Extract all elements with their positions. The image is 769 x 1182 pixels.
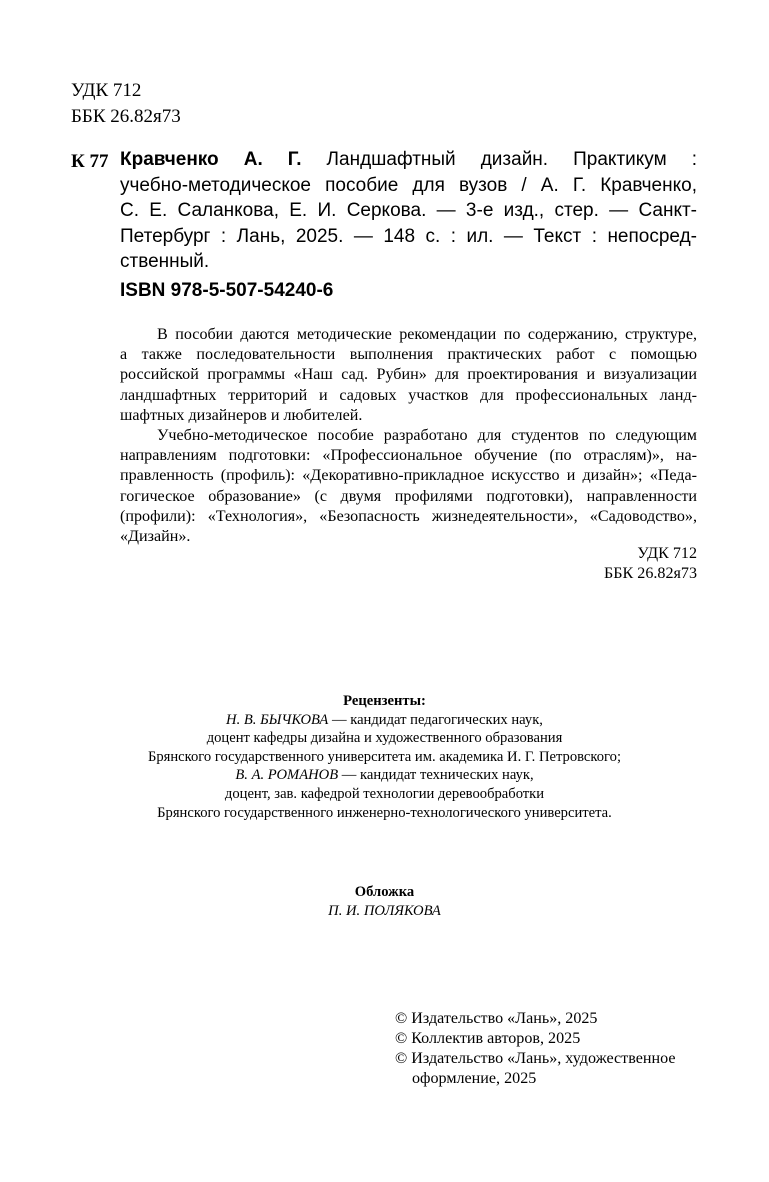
isbn: ISBN 978-5-507-54240-6 <box>120 280 334 301</box>
reviewer-2-affiliation: Брянского государственного инженерно-технологического университета. <box>157 804 612 821</box>
annotation <box>120 325 697 547</box>
annotation-line: Учебно-методическое пособие разработано для студентов по следующим <box>157 427 697 445</box>
biblio-line-5: ственный. <box>120 251 210 273</box>
reviewer-2-position: доцент, зав. кафедрой технологии деревообработки <box>224 785 545 802</box>
reviewer-2-name: В. А. РОМАНОВ <box>235 767 339 784</box>
biblio-line-2: учебно-методическое пособие для вузов / А. Г. Кравченко, <box>120 174 697 196</box>
biblio-line-4: Петербург : Лань, 2025. — 148 с. : ил. — Текст : непосред- <box>120 225 697 247</box>
reviewers-block <box>0 692 769 822</box>
udk-code: УДК 712 <box>71 80 142 101</box>
cover-heading: Обложка <box>354 884 415 900</box>
copyright-line: © Коллектив авторов, 2025 <box>395 1030 581 1047</box>
annotation-line: правленность (профиль): «Декоративно-прикладное искусство и дизайн»; «Педа- <box>120 467 697 485</box>
udk-code-right: УДК 712 <box>637 545 697 562</box>
reviewer-1-position: доцент кафедры дизайна и художественного образования <box>206 730 563 747</box>
reviewer-1-name: Н. В. БЫЧКОВА <box>226 711 329 728</box>
bbk-code-right: ББК 26.82я73 <box>604 565 697 583</box>
copyright-line: © Издательство «Лань», 2025 <box>395 1010 598 1027</box>
biblio-title: Ландшафтный дизайн. Практикум : <box>301 149 697 170</box>
annotation-line: гогическое образование» (с двумя профилями подготовки), направленности <box>120 487 697 505</box>
biblio-line-1 <box>120 147 697 173</box>
reviewer-1-affiliation: Брянского государственного университета им. академика И. Г. Петровского; <box>147 748 622 765</box>
author-mark: К 77 <box>71 151 109 172</box>
bibliographic-record <box>120 147 697 275</box>
copyright-line: © Издательство «Лань», художественное <box>395 1050 676 1067</box>
classification-right <box>604 544 697 584</box>
reviewer-1-title: — кандидат педагогических наук, <box>328 711 543 728</box>
cover-credit <box>0 883 769 920</box>
biblio-author: Кравченко А. Г. <box>120 149 302 170</box>
annotation-line: (профили): «Технология», «Безопасность жизнедеятельности», «Садоводство», <box>120 507 697 525</box>
copyright-line: оформление, 2025 <box>412 1070 537 1087</box>
annotation-line: «Дизайн». <box>120 528 191 546</box>
cover-designer: П. И. ПОЛЯКОВА <box>328 902 441 919</box>
bbk-code: ББК 26.82я73 <box>71 106 181 127</box>
reviewer-1 <box>0 711 769 730</box>
annotation-line: шафтных дизайнеров и любителей. <box>120 406 363 424</box>
annotation-line: российской программы «Наш сад. Рубин» для проектирования и визуализации <box>120 366 697 384</box>
biblio-line-3: С. Е. Саланкова, Е. И. Серкова. — 3-е изд., стер. — Санкт- <box>120 200 697 222</box>
annotation-line: направлениям подготовки: «Профессиональное обучение (по отраслям)», на- <box>120 447 697 465</box>
annotation-line: ландшафтных территорий и садовых участков для профессиональных ланд- <box>120 386 697 404</box>
reviewer-2 <box>0 766 769 785</box>
reviewer-2-title: — кандидат технических наук, <box>338 767 534 784</box>
reviewers-heading: Рецензенты: <box>343 693 426 709</box>
annotation-line: а также последовательности выполнения практических работ с помощью <box>120 346 697 364</box>
annotation-line: В пособии даются методические рекомендации по содержанию, структуре, <box>157 326 697 343</box>
copyright-block <box>395 1009 675 1089</box>
